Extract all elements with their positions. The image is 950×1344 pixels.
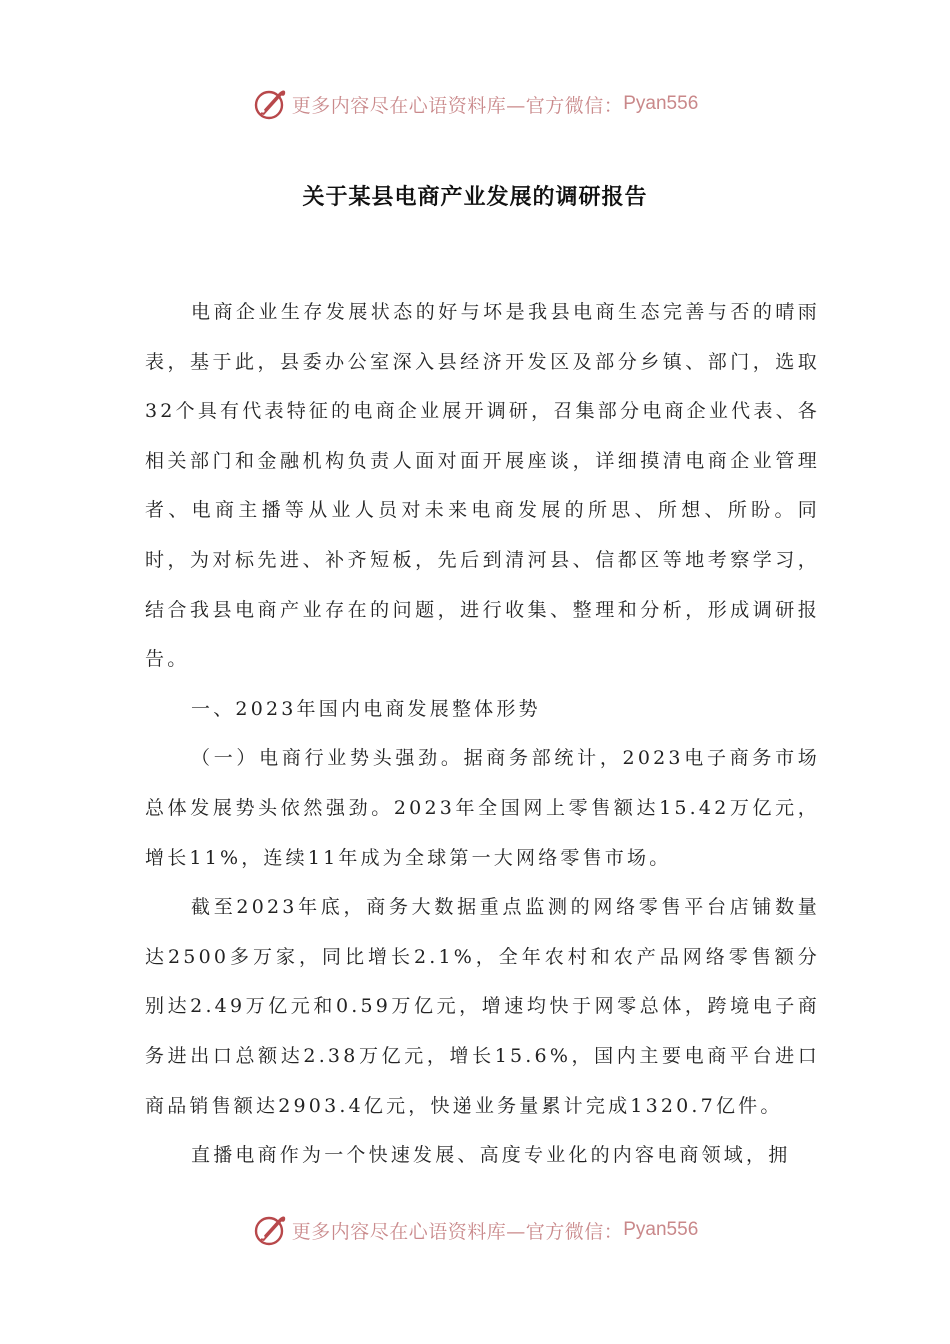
quill-pen-logo-icon: [252, 86, 288, 122]
paragraph-2023-statistics: 截至2023年底，商务大数据重点监测的网络零售平台店铺数量达2500多万家，同比增长2.1%，全年农村和农产品网络零售额分别达2.49万亿元和0.59万亿元，增速均快于网零总体，跨境电子商务进出口总额达2.38万亿元，增长15.6%，国内主要电商平台进口商品销售额达2903.4亿元，快递业务量累计完成1320.7亿件。: [145, 896, 820, 1117]
watermark-banner-top: [0, 84, 950, 124]
paragraph-intro: 电商企业生存发展状态的好与坏是我县电商生态完善与否的晴雨表，基于此，县委办公室深入县经济开发区及部分乡镇、部门，选取32个具有代表特征的电商企业展开调研，召集部分电商企业代表、各相关部门和金融机构负责人面对面开展座谈，详细摸清电商企业管理者、电商主播等从业人员对未来电商发展的所思、所想、所盼。同时，为对标先进、补齐短板，先后到清河县、信都区等地考察学习，结合我县电商产业存在的问题，进行收集、整理和分析，形成调研报告。: [145, 301, 820, 671]
watermark-handle: Pyan556: [623, 93, 699, 114]
paragraph-live-commerce: 直播电商作为一个快速发展、高度专业化的内容电商领域，拥: [191, 1144, 791, 1167]
watermark-handle: Pyan556: [623, 1219, 699, 1240]
document-title: 关于某县电商产业发展的调研报告: [302, 184, 648, 210]
watermark-text: 更多内容尽在心语资料库—官方微信：: [291, 1220, 624, 1243]
paragraph-industry-trend: （一）电商行业势头强劲。据商务部统计，2023电子商务市场总体发展势头依然强劲。2023年全国网上零售额达15.42万亿元，增长11%，连续11年成为全球第一大网络零售市场。: [145, 747, 820, 869]
document-body: [145, 288, 820, 1181]
quill-pen-logo-icon: [252, 1212, 288, 1248]
watermark-text: 更多内容尽在心语资料库—官方微信：: [291, 94, 624, 117]
watermark-banner-bottom: [0, 1210, 950, 1250]
section-heading-1: 一、2023年国内电商发展整体形势: [191, 697, 541, 720]
